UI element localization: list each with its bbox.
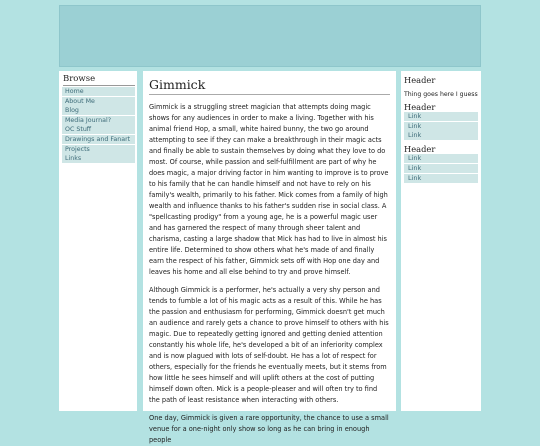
sidebar-item-home[interactable]: Home <box>62 87 135 96</box>
section-header: Header <box>404 102 436 112</box>
right-link[interactable]: Link <box>404 131 478 140</box>
sidebar-item-oc-stuff[interactable]: OC Stuff <box>62 125 135 134</box>
section-text: Thing goes here I guess <box>404 91 478 98</box>
sidebar-item-projects[interactable]: Projects <box>62 145 135 154</box>
section-header: Header <box>404 144 436 155</box>
right-section <box>404 102 478 140</box>
right-link[interactable]: Link <box>404 164 478 173</box>
sidebar-item-blog[interactable]: Blog <box>62 106 135 115</box>
section-header: Header <box>404 75 436 85</box>
right-section <box>404 144 478 182</box>
left-sidebar <box>59 71 137 411</box>
right-link[interactable]: Link <box>404 174 478 183</box>
main-content <box>143 71 396 444</box>
sidebar-item-about-me[interactable]: About Me <box>62 97 135 106</box>
sidebar-item-links[interactable]: Links <box>62 154 135 163</box>
sidebar-item-drawings[interactable]: Drawings and Fanart <box>62 135 135 144</box>
right-link[interactable]: Link <box>404 154 478 163</box>
sidebar-item-media-journal[interactable]: Media Journal? <box>62 116 135 125</box>
paragraph: Gimmick is a struggling street magician that attempts doing magic shows for any audiences in order to make a living. Together with his animal friend Hop, a small, white haired bunny, the two go around attempting to see if they can make a breakthrough in their magic acts and finally be able to sustain themselves by doing what they love to do most. Of course, while passion and self-fulfillment are part of why he does magic, a major driving factor in him wanting to improve is to prove to his family that he can handle himself and not have to rely on his family's wealth, primarily to his father. Mick comes from a family of high wealth and influence thanks to his father's sudden rise in social class. A "spellcasting prodigy" from a young age, he is a powerful magic user and has garnered the respect of many through sheer talent and charisma, casting a large shadow that Mick has had to live in almost his entire life. Determined to show others what he's made of and finally earn the respect of his father, Gimmick sets off with Hop one day and leaves his home and all else behind to try and prove himself. <box>149 103 389 276</box>
page-title: Gimmick <box>149 77 390 95</box>
right-link[interactable]: Link <box>404 112 478 121</box>
sidebar-title: Browse <box>63 74 135 86</box>
paragraph: One day, Gimmick is given a rare opportunity, the chance to use a small venue for a one-night only show so long as he can bring in enough people <box>149 414 389 444</box>
site-header-banner <box>59 5 481 67</box>
right-link[interactable]: Link <box>404 122 478 131</box>
right-section <box>404 75 478 99</box>
right-sidebar <box>401 71 481 411</box>
paragraph: Although Gimmick is a performer, he's actually a very shy person and tends to fumble a lot of his magic acts as a result of this. While he has the passion and enthusiasm for performing, Gimmick doesn't get much an audience and rarely gets a chance to prove himself to others with his magic. Due to repeatedly getting ignored and getting denied attention constantly his whole life, he's developed a bit of an inferiority complex and is now plagued with lots of self-doubt. He has a lot of respect for others, especially for the friends he eventually meets, but it stems from how little he sees himself and will uplift others at the cost of putting himself down often. Mick is a people-pleaser and will often try to find the path of least resistance when interacting with others. <box>149 286 389 404</box>
